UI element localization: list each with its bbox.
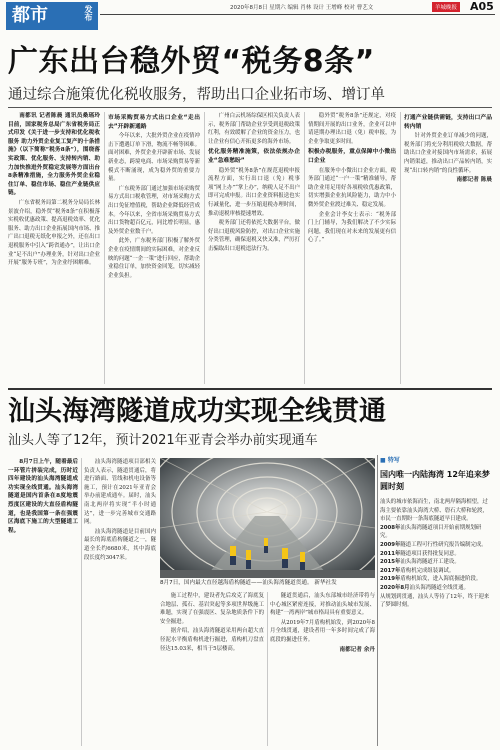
column-divider [204,112,205,384]
column-divider [267,592,268,746]
story1-col2-paragraph-2: 广东税务部门通过加强市场采购贸易方式出口税收管理，对市场采购方式出口免征增值税，帮助企业降低经营成本。今年以来，全省市场采购贸易方式出口货物超百亿元，同比增长明显，惠及外贸企业数千户。 [108,185,200,235]
story2-col1-paragraph-3: 汕头海湾隧道是目前国内最长的海底盾构隧道之一，隧道全长约6680米，其中海底段长度约3047米。 [84,528,156,561]
column-divider [400,112,401,384]
story1-col2-paragraph-1: 今年以来，大批外贸企业在疫情冲击下遭遇订单下滑，物流不畅等困难。面对困难，外贸企业开辟新市场、发展新业态，跨境电商、市场采购贸易等新模式不断涌现，成为稳外贸的重要力量。 [108,133,200,183]
sidebar-headline: 国内唯一内陆海湾 12年追来梦圆时刻 [380,470,490,491]
sidebar-outro: 从规划到贯通，汕头人等待了12年，终于迎来了梦圆时刻。 [380,593,490,609]
story1-column-1 [8,112,100,384]
event-year: 2008年 [380,524,401,531]
sidebar-divider [377,455,378,746]
sidebar-event-5 [380,575,492,584]
publisher-badge: 羊城晚报 [432,2,460,12]
sidebar-event-0 [380,524,492,541]
sidebar-event-2 [380,550,492,559]
story1-top-rule [8,107,492,108]
story2-col2-paragraph-2: 据介绍，汕头海湾隧道采用两台超大直径泥水平衡盾构机进行掘进，盾构机刀盘直径达15.03米，相当于5层楼高。 [160,628,264,652]
section-logo [6,2,98,30]
sidebar-title: ■ 特写 [380,457,400,464]
story2-column-4 [270,592,375,746]
story2-col3-paragraph-1: 隧道贯通后，汕头东部城市经济带将与中心城区紧密连接，对推动汕头城市发展、构建“一湾两岸”城市格局具有重要意义。 [270,593,375,617]
story1-column-2 [108,112,200,384]
event-text: 隧道工程可行性研究报告编制完成。 [400,541,487,548]
event-text: 隧道项目获得批复同意。 [400,550,460,557]
story2-byline: 南都记者 余丹 [339,646,375,653]
event-year: 2020年8月 [380,584,410,591]
story1-subhead-3: 积极办税服务，重点保障中小微出口企业 [308,149,396,164]
event-year: 2015年 [380,559,401,566]
story1-column-3 [208,112,300,384]
story1-subhead-2: 优化服务精准施策，依法依规办企业“急难愁盼” [208,149,300,164]
section-name: 都市 [12,5,48,26]
story1-col3-paragraph-1: 广州白云机场综保区相关负责人表示，税务部门帮助企业享受到退税政策红利，有效缓解了企业的资金压力，也让企业有信心开拓更多的海外市场。 [208,113,300,145]
story1-column-5 [404,112,492,384]
story1-subheadline: 通过综合施策优化税收服务，帮助出口企业拓市场、增订单 [8,87,385,103]
column-divider [304,112,305,384]
event-text: 汕头海湾隧道开工建设。 [400,559,460,566]
story2-col4-paragraph-1: 从2019年7月盾构机始发，到2020年8月全线贯通，建设者用一年多时间完成了海底段的掘进任务。 [270,619,375,643]
story2-column-1 [8,458,78,746]
event-text: 盾构机始发，进入海底掘进阶段。 [400,576,482,583]
story1-col5-paragraph: 针对外贸企业订单减少的问题，税务部门将充分利用税收大数据，帮助出口企业对接国内市场需求，拓展内销渠道，推动出口产品转内销，实现“出口转内销”的良性循环。 [404,133,492,174]
story1-col1-paragraph: 广东省税务局第二税务分局局长林景波介绍，稳外贸“税务8条”在积极落实税收优惠政策、提高退税效率、优化服务、助力出口企业拓展国内市场、推广出口退税无纸化申报之外，还在出口退税服务中引入“跨省通办”，让出口企业“足不出户”办理业务，针对出口企业开展“服务专班”，为企业纾困解难。 [8,199,100,267]
sidebar-event-6 [380,584,492,593]
sidebar-event-3 [380,558,492,567]
story1-column-4 [308,112,396,384]
story1-lead: 南都讯 记者陈晨 通讯员桑瑶玲 目前，国家税务总局广东省税务局正式印发《关于进一步支持和优化税收服务 助力外贸企业复工复产的十条措施》（以下简称“税务8条”），围绕落实政策、优化服务、支持转内销、助力加快推进外贸稳定发展等方面出台8条精准措施，全力服务外贸企业稳住订单、稳住市场、稳住产业链供应链。 [8,113,100,197]
event-text: 汕头海湾隧道项目开始前期规划研究。 [380,524,482,540]
story1-col3-paragraph-3: 税务部门还将依托大数据平台，做好出口退税风险防控，对出口企业实施分类管理，确保退税又快又准，严厉打击骗取出口退税违法行为。 [208,220,300,252]
story1-byline: 南都记者 陈晨 [456,177,492,184]
event-year: 2017年 [380,567,401,574]
story1-col4-paragraph-3: 企业会计李女士表示：“税务部门上门辅导，为我们解决了不少实际问题，我们现在对未来的发展更有信心了。” [308,211,396,244]
tunnel-illustration [160,458,375,578]
event-year: 2011年 [380,550,401,557]
story1-col4-paragraph-2: 在服务中小微出口企业方面，税务部门通过“一户一策”精准辅导，帮助企业用足用好各项税收优惠政策，切实增强企业抗风险能力，助力中小微外贸企业渡过难关、稳定发展。 [308,167,396,208]
column-divider [104,112,105,384]
event-year: 2009年 [380,541,401,548]
story1-col2-paragraph-3: 此外，广东税务部门积极了解外贸企业在疫情期间的实际困难，对企业反映的问题“一企一策”进行回应，帮助企业稳住订单，加快资金回笼，切实减轻企业负担。 [108,238,200,279]
event-text: 盾构机完成组装调试。 [400,567,455,574]
event-text: 汕头海湾隧道全线贯通。 [409,584,469,591]
story1-col4-paragraph-1: 稳外贸“税务8条”还规定，对疫情期间开展的出口业务，企业可以申请延期办理出口退（免）税申报，为企业争取更多时间。 [308,113,396,145]
story2-col1-paragraph-2: 汕头海湾隧道项目部相关负责人表示，隧道贯通后，将进行路面、管线和机电设备等施工，预计在2021年亚青会举办前建成通车。届时，汕头南北两岸将实现“半小时通达”，进一步完善城市交通路网。 [84,459,156,526]
sidebar-intro: 汕头的城市依海而生，南北两岸隔海相望，过海主要依靠汕头海湾大桥、礐石大桥和轮渡，市民一直期盼一条海底隧道早日建成。 [380,499,488,523]
section-divider [8,388,492,390]
sidebar-event-4 [380,567,492,576]
masthead [0,0,500,34]
issue-info: 2020年8月8日 星期六 编辑 肖林 设计 王增峰 校对 曹艺文 [230,5,374,11]
tunnel-photo [160,458,375,578]
story2-subheadline: 汕头人等了12年，预计2021年亚青会举办前实现通车 [8,433,318,448]
story1-subhead-1: 市场采购贸易方式出口企业“走出去”开辟新通路 [108,115,200,130]
section-sub: 发布 [84,5,93,21]
column-divider [81,458,82,746]
story2-col2-paragraph-1: 施工过程中，建设者先后攻克了海底复合地层、孤石、基岩突起等多项世界级施工难题，实现了在强震区、复杂地质条件下的安全掘进。 [160,593,264,625]
story1-col3-paragraph-2: 稳外贸“税务8条”在规范退税申报流程方面，实行出口退（免）税事项“网上办”“掌上办”，纳税人足不出户即可完成申报。出口企业资料报送也实行减量化，进一步压缩退税办理时间，推动退税审核提速增效。 [208,167,300,217]
event-year: 2019年 [380,576,401,583]
story2-lead: 8月7日上午，随着最后一环管片拼装完成，历时近四年建设的汕头海湾隧道成功实现全线贯通。汕头海湾隧道是国内首条在8度地震烈度区建设的大直径盾构隧道，也是我国第一条在强震区海底下施工的大型隧道工程。 [8,459,78,534]
story1-headline: 广东出台稳外贸“税务8条” [8,44,375,79]
story2-column-2 [84,458,156,746]
sidebar-body [380,498,492,746]
sidebar-event-1 [380,541,492,550]
story1-subhead-4: 打通产业链供需链，支持出口产品转内销 [404,115,492,130]
story2-headline: 汕头海湾隧道成功实现全线贯通 [8,396,386,427]
page-number: A05 [470,0,494,13]
masthead-rule [100,14,495,15]
photo-caption: 8月7日，国内最大直径越海盾构隧道——汕头海湾隧道贯通。 新华社发 [160,580,337,586]
story2-column-3 [160,592,264,746]
